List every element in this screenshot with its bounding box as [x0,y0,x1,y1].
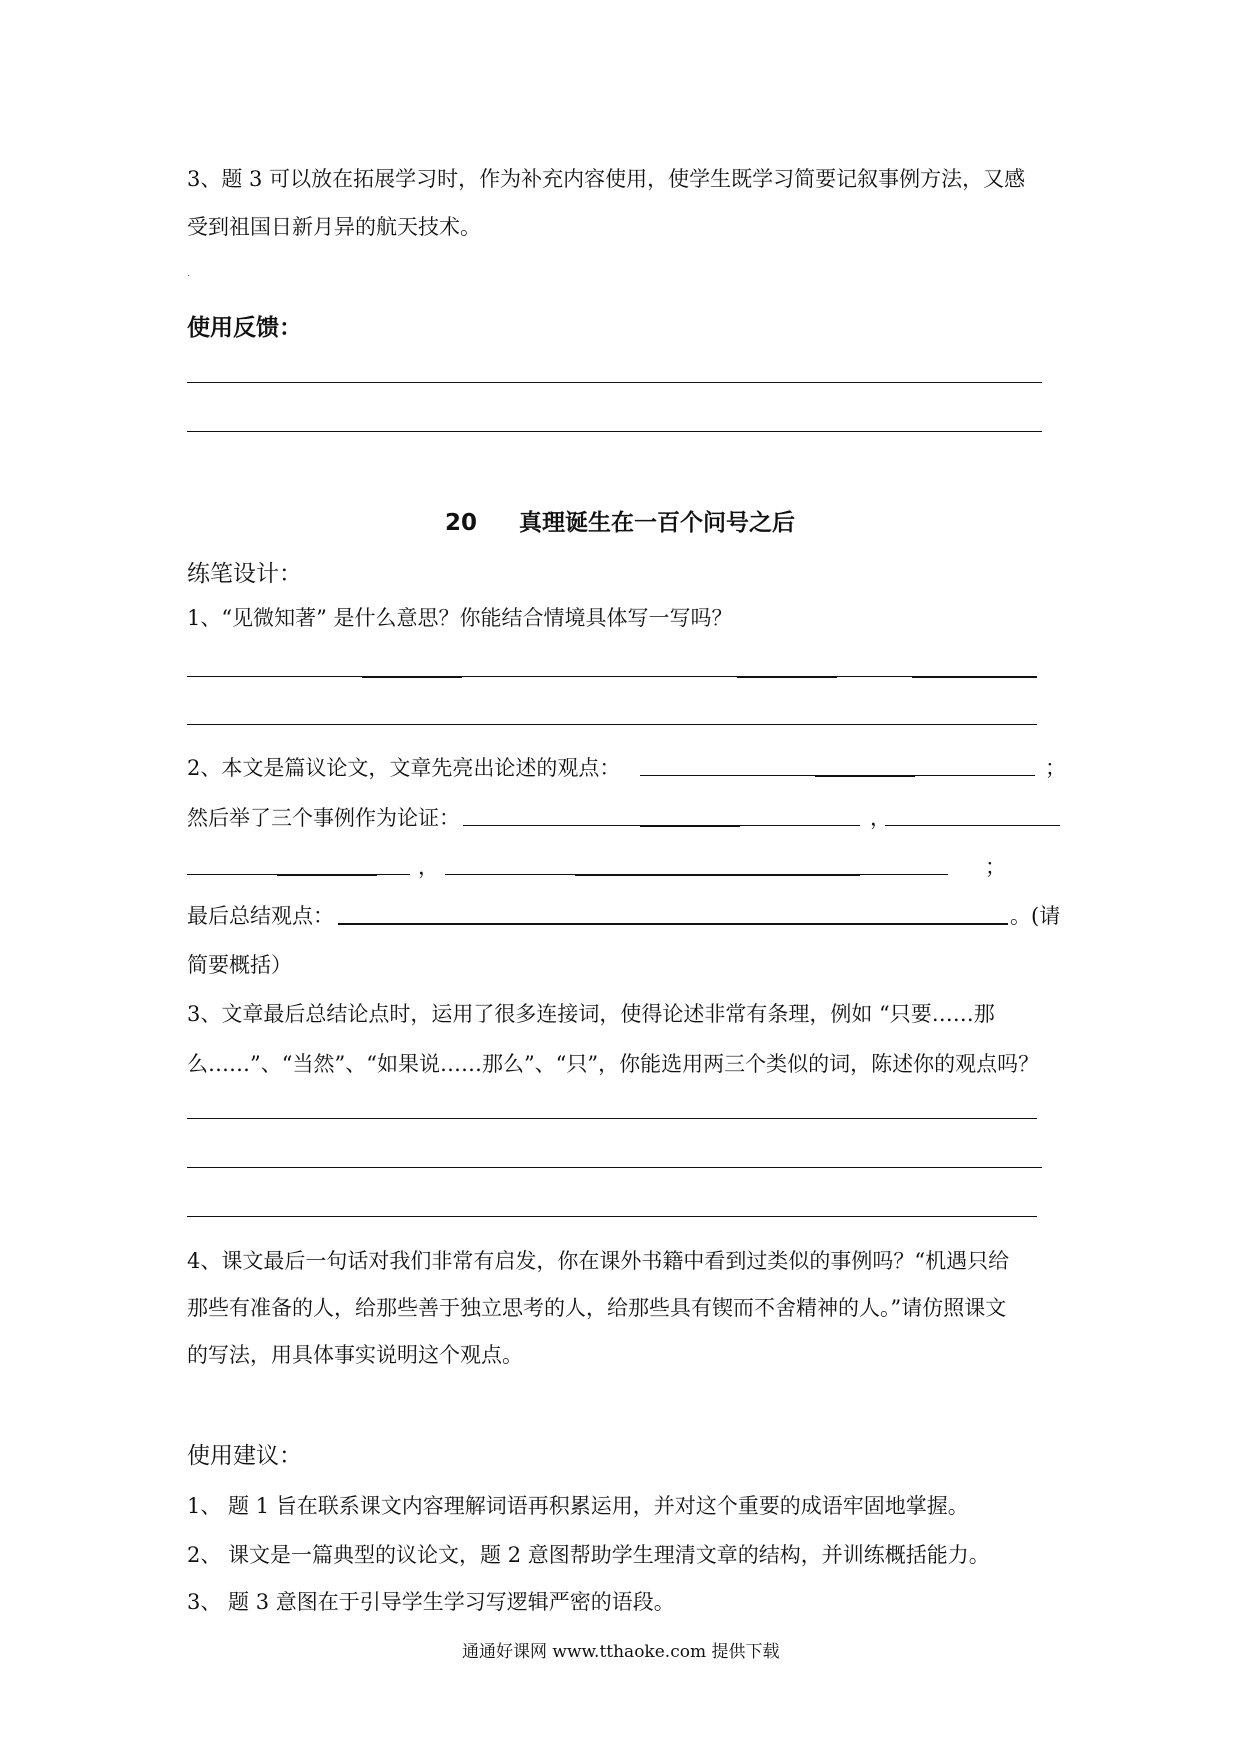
feedback-line-2 [187,431,1042,432]
q2-blank-3c [377,874,410,875]
q1-answer-line-d [737,676,837,678]
q1-answer-line-c [462,676,737,677]
q2-blank-2b [640,825,740,827]
q1-answer-line-b [362,676,462,678]
q2-blank-2d [885,825,1060,826]
question-2-line-4: 最后总结观点： [187,904,334,928]
question-2-line-5: 简要概括） [187,953,292,977]
design-heading: 练笔设计： [187,561,302,587]
q2-blank-3a [187,874,277,875]
question-3-line-2: 么……”、“当然”、“如果说……那么”、“只”，你能选用两三个类似的词，陈述你的观点吗？ [187,1052,1040,1076]
q2-comma-2: ， [418,855,439,879]
q2-blank-3f [860,874,948,875]
feedback-line-1 [187,382,1042,383]
q2-blank-3d [445,874,575,875]
q1-answer-line-a [187,676,362,677]
q2-blank-3b [277,874,377,876]
question-4-line-1: 4、课文最后一句话对我们非常有启发，你在课外书籍中看到过类似的事例吗？“机遇只给 [187,1249,1010,1273]
suggestion-3: 3、 题 3 意图在于引导学生学习写逻辑严密的语段。 [187,1590,675,1614]
question-1: 1、“见微知著” 是什么意思？你能结合情境具体写一写吗？ [187,606,733,630]
q2-blank-4 [338,923,1008,925]
question-2-line-4-end: 。(请 [1010,904,1061,928]
q2-blank-2c [740,825,860,826]
q1-answer-line-e [837,676,912,677]
q2-blank-1a [640,775,815,776]
question-2-line-1: 2、本文是篇议论文，文章先亮出论述的观点： [187,756,621,780]
q2-blank-3e [575,874,860,876]
q3-answer-line-1 [187,1118,1037,1119]
question-3-line-1: 3、文章最后总结论点时，运用了很多连接词，使得论述非常有条理，例如 “只要……那 [187,1002,995,1026]
q2-comma-1: ， [870,806,891,830]
prev-item3-line1: 3、题 3 可以放在拓展学习时，作为补充内容使用，使学生既学习简要记叙事例方法，又感 [187,167,1026,191]
lesson-title [445,504,795,537]
q3-answer-line-3 [187,1216,1037,1217]
q2-blank-2a [463,825,640,826]
suggestions-heading: 使用建议： [187,1443,302,1469]
question-2-line-2: 然后举了三个事例作为论证： [187,806,460,830]
question-4-line-2: 那些有准备的人，给那些善于独立思考的人，给那些具有锲而不舍精神的人。”请仿照课文 [187,1296,1007,1320]
q2-semicolon-2: ； [985,855,1006,879]
q3-answer-line-2 [187,1167,1042,1168]
q2-blank-1b [815,775,915,777]
lesson-number: 20 [445,510,478,536]
q1-answer-line-2 [187,724,1037,725]
question-4-line-3: 的写法，用具体事实说明这个观点。 [187,1343,523,1367]
footer-text: 通通好课网 www.tthaoke.com 提供下载 [462,1642,780,1662]
suggestion-2: 2、 课文是一篇典型的议论文，题 2 意图帮助学生理清文章的结构，并训练概括能力。 [187,1543,990,1567]
q1-answer-line-f [912,676,1037,678]
lesson-title-text: 真理诞生在一百个问号之后 [519,510,796,536]
stray-dot [188,275,189,276]
prev-item3-line2: 受到祖国日新月异的航天技术。 [187,215,481,239]
suggestion-1: 1、 题 1 旨在联系课文内容理解词语再积累运用，并对这个重要的成语牢固地掌握。 [187,1494,969,1518]
q2-blank-1c [915,775,1035,776]
feedback-heading: 使用反馈： [187,315,302,341]
q2-semicolon-1: ； [1045,756,1066,780]
